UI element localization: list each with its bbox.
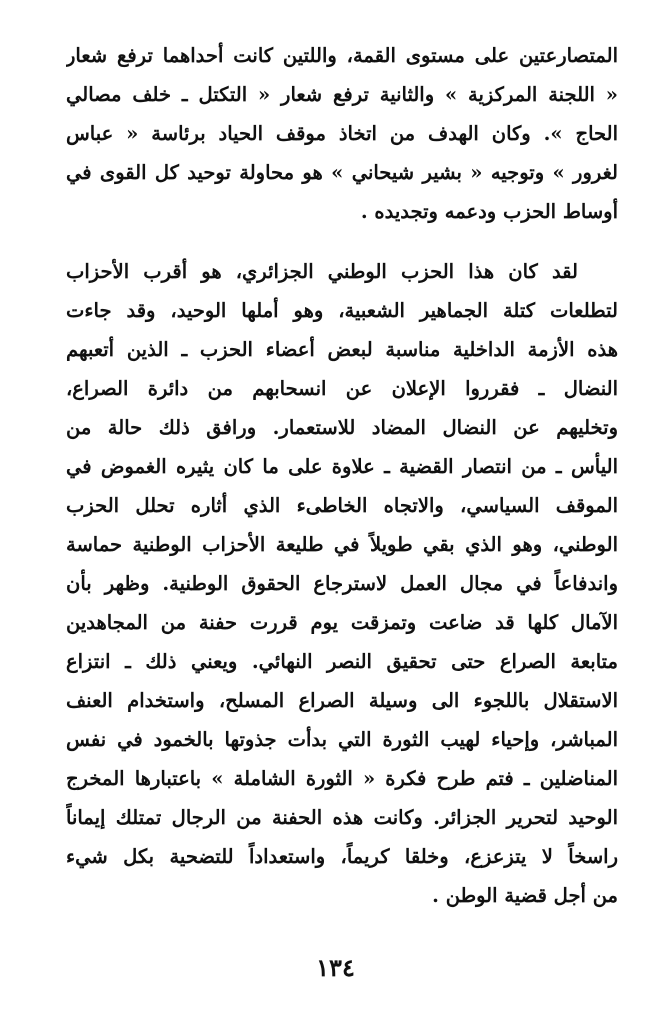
text-line: متابعة الصراع حتى تحقيق النصر النهائي. ويعني ذلك ـ انتزاع	[66, 650, 618, 673]
paragraph-1	[66, 36, 618, 231]
text-line: « اللجنة المركزية » والثانية ترفع شعار « التكتل ـ خلف مصالي	[66, 83, 618, 106]
text-line: الموقف السياسي، والاتجاه الخاطىء الذي أثاره تحلل الحزب	[66, 494, 618, 517]
text-line: الاستقلال باللجوء الى وسيلة الصراع المسلح، واستخدام العنف	[66, 689, 618, 712]
text-line: وتخليهم عن النضال المضاد للاستعمار. ورافق ذلك حالة من	[66, 416, 618, 439]
text-line: اليأس ـ من انتصار القضية ـ علاوة على ما كان يثيره الغموض في	[66, 455, 618, 478]
text-line: لتطلعات كتلة الجماهير الشعبية، وهو أملها الوحيد، وقد جاءت	[66, 299, 618, 322]
text-line: المباشر، وإحياء لهيب الثورة التي بدأت جذوتها بالخمود في نفس	[66, 728, 618, 751]
text-line: لغرور » وتوجيه « بشير شيحاني » هو محاولة توحيد كل القوى في	[66, 161, 618, 184]
text-line: واندفاعاً في مجال العمل لاسترجاع الحقوق الوطنية. وظهر بأن	[66, 572, 618, 595]
text-line: هذه الأزمة الداخلية مناسبة لبعض أعضاء الحزب ـ الذين أتعبهم	[66, 338, 618, 361]
text-line: النضال ـ فقرروا الإعلان عن انسحابهم من دائرة الصراع،	[66, 377, 618, 400]
text-line: الحاج ». وكان الهدف من اتخاذ موقف الحياد برئاسة « عباس	[66, 122, 618, 145]
text-line: راسخاً لا يتزعزع، وخلقا كريماً، واستعداداً للتضحية بكل شيء	[66, 845, 618, 868]
text-line: من أجل قضية الوطن .	[432, 884, 618, 907]
page-number: ١٣٤	[316, 953, 355, 982]
text-line: المناضلين ـ فتم طرح فكرة « الثورة الشاملة » باعتبارها المخرج	[66, 767, 618, 790]
text-line: الآمال كلها قد ضاعت وتمزقت يوم قررت حفنة من المجاهدين	[66, 611, 618, 634]
text-line: لقد كان هذا الحزب الوطني الجزائري، هو أقرب الأحزاب	[66, 260, 578, 283]
text-line: أوساط الحزب ودعمه وتجديده .	[360, 200, 618, 223]
text-line: الوطني، وهو الذي بقي طويلاً في طليعة الأحزاب الوطنية حماسة	[66, 533, 618, 556]
paragraph-2	[66, 252, 618, 915]
text-line: المتصارعتين على مستوى القمة، واللتين كانت أحداهما ترفع شعار	[66, 44, 618, 67]
text-line: الوحيد لتحرير الجزائر. وكانت هذه الحفنة من الرجال تمتلك إيماناً	[66, 806, 618, 829]
